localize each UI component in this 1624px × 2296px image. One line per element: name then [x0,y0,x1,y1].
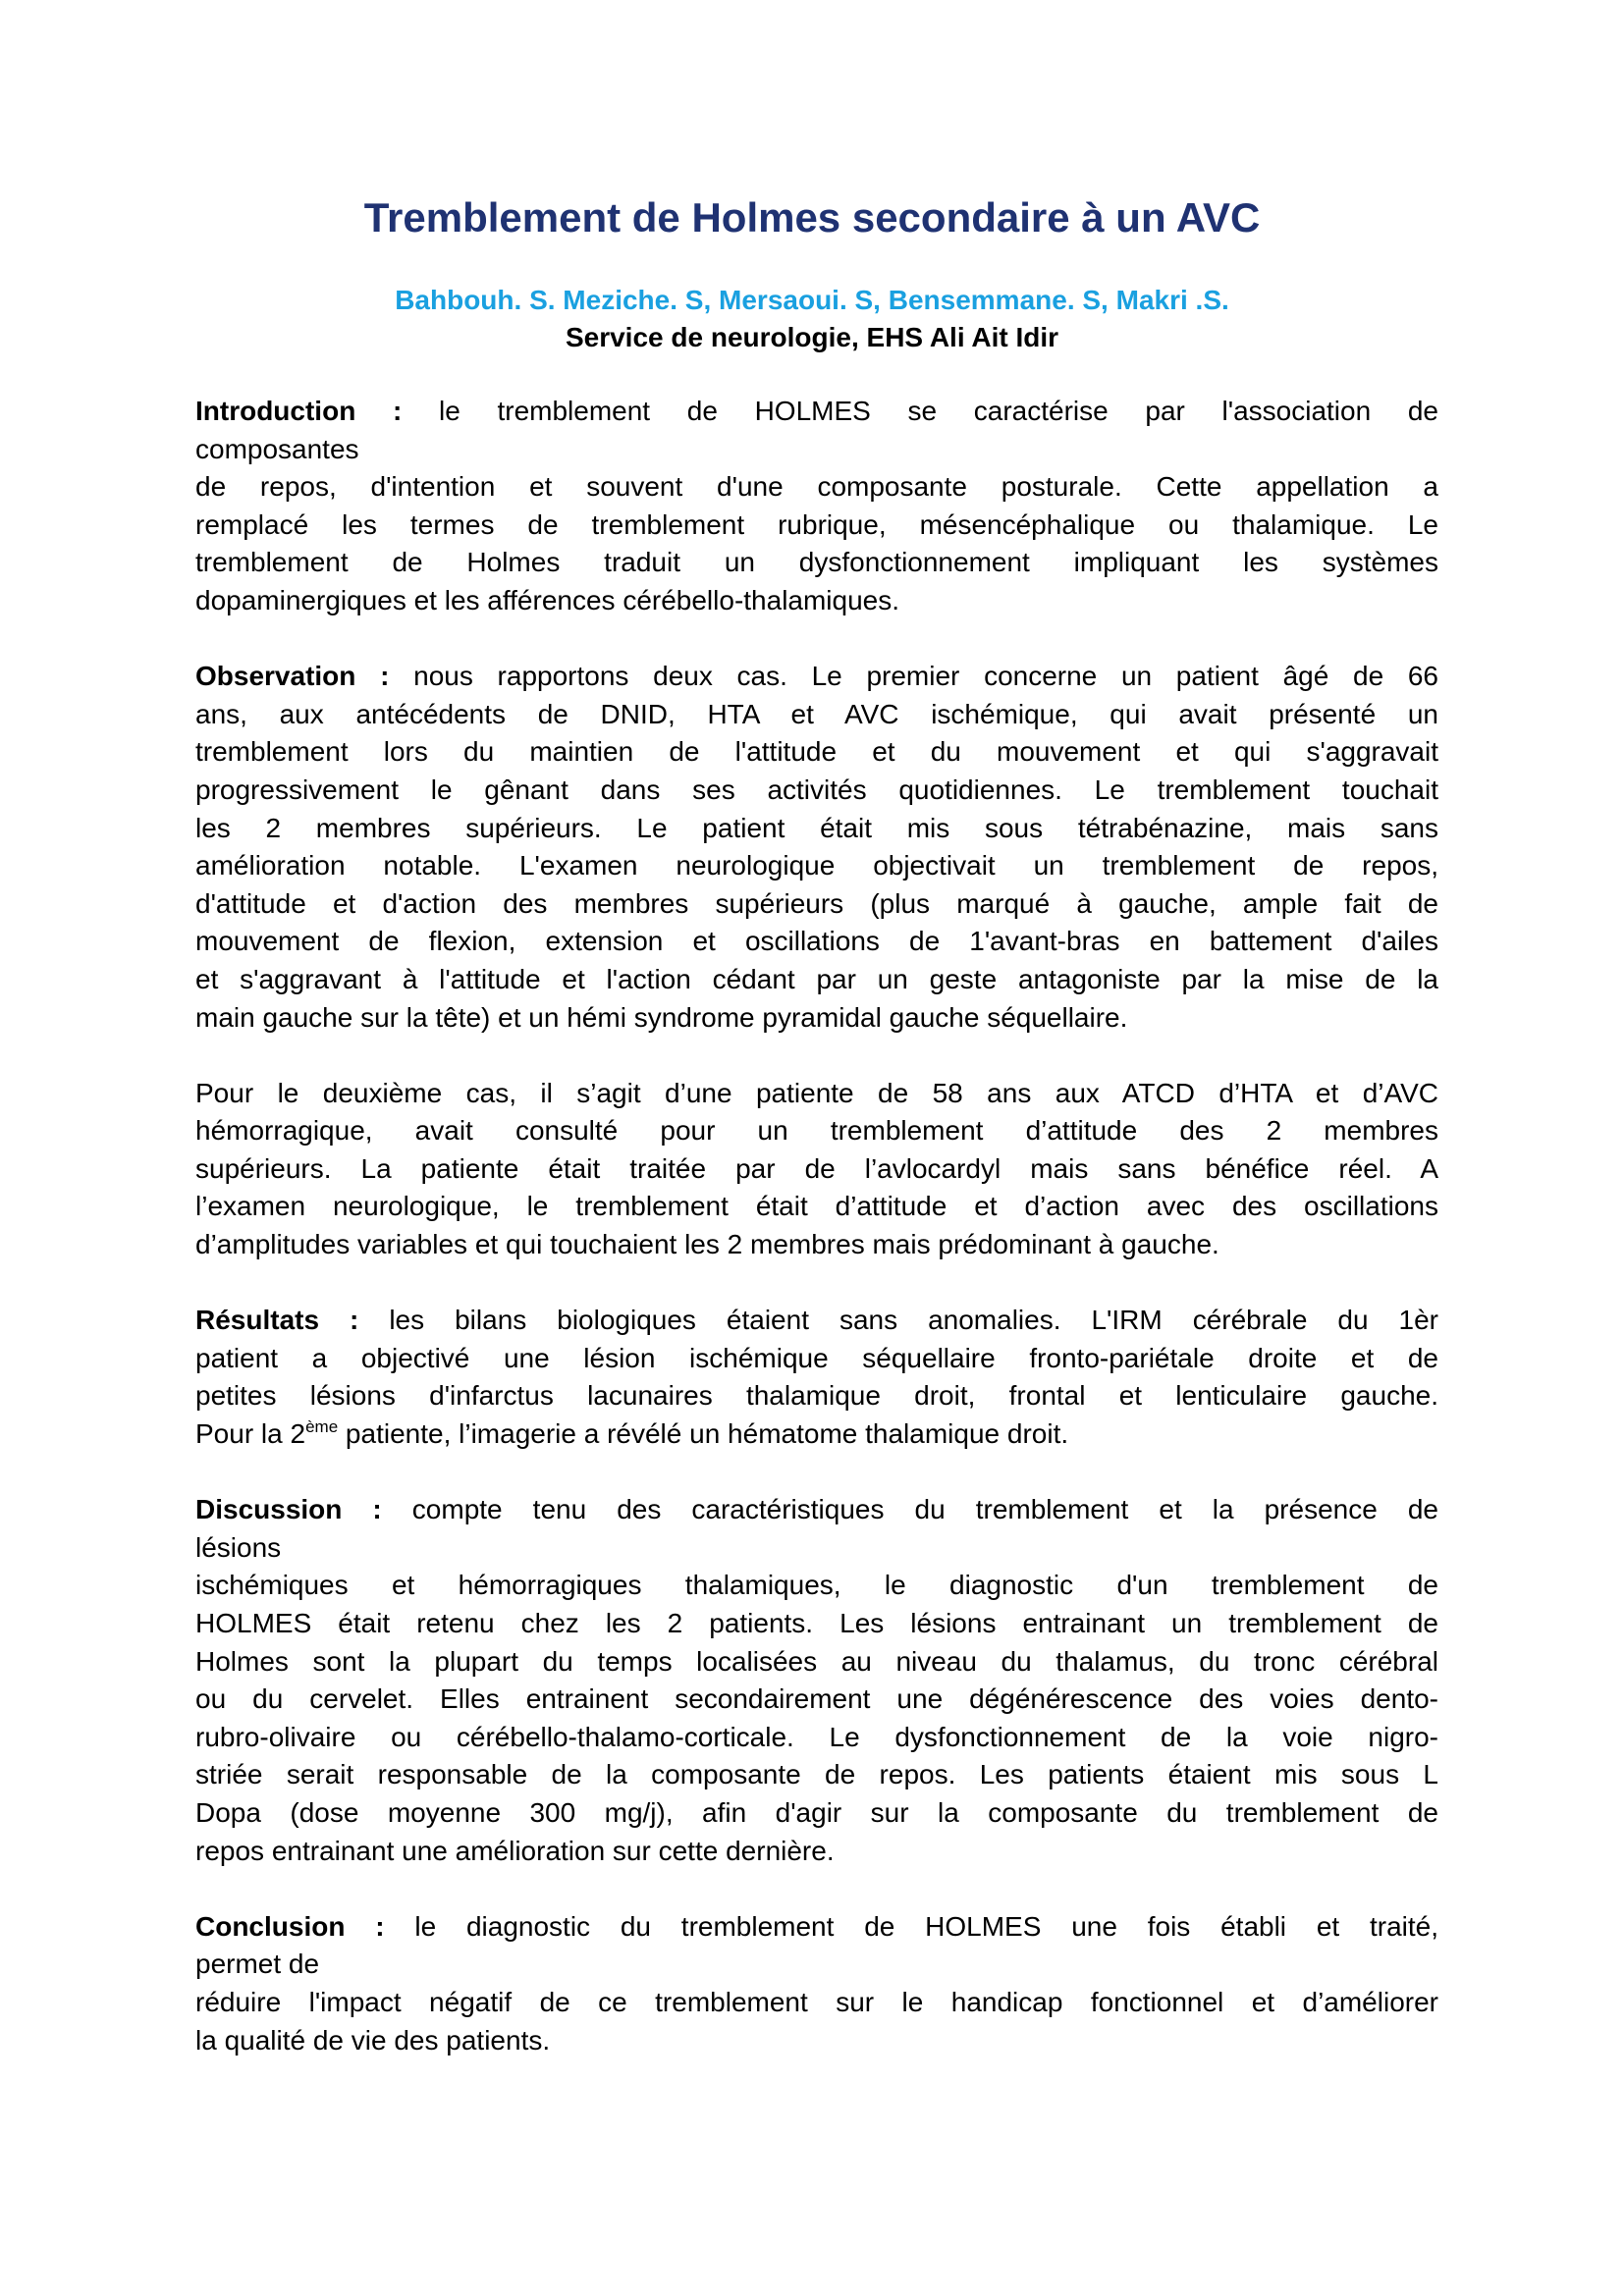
observation-paragraph [195,658,1438,1037]
text-line: mouvement de flexion, extension et oscillations de 1'avant-bras en battement d'ailes [195,926,1438,957]
text-line: HOLMES était retenu chez les 2 patients. Les lésions entrainant un tremblement de [195,1608,1438,1638]
text-line [195,658,1438,696]
discussion-paragraph [195,1491,1438,1870]
text-line: Holmes sont la plupart du temps localisées au niveau du thalamus, du tronc cérébral [195,1645,1438,1677]
text-line: ans, aux antécédents de DNID, HTA et AVC ischémique, qui avait présenté un [195,698,1438,729]
text-line: Pour le deuxième cas, il s’agit d’une patiente de 58 ans aux ATCD d’HTA et d’AVC [195,1077,1438,1108]
text-line: la qualité de vie des patients. [195,2024,551,2056]
conclusion-heading: Conclusion : [195,1910,385,1942]
text-line: tremblement de Holmes traduit un dysfonctionnement impliquant les systèmes [195,547,1438,578]
conclusion-paragraph [195,1908,1438,2059]
text-line: patient a objectivé une lésion ischémique séquellaire fronto-pariétale droite et de [195,1342,1438,1373]
results-heading: Résultats : [195,1305,359,1336]
text-span: Pour la 2 [195,1418,306,1450]
introduction-paragraph [195,393,1438,620]
text-line: d'attitude et d'action des membres supérieurs (plus marqué à gauche, ample fait de [195,887,1438,919]
text-line: de repos, d'intention et souvent d'une composante posturale. Cette appellation a [195,471,1438,503]
text-line: réduire l'impact négatif de ce tremblement sur le handicap fonctionnel et d’améliorer [195,1986,1438,2017]
text-span: le diagnostic du tremblement de HOLMES une fois établi et traité, [384,1910,1439,1942]
introduction-heading: Introduction : [195,396,403,426]
text-line: progressivement le gênant dans ses activités quotidiennes. Le tremblement touchait [195,774,1438,805]
text-line: amélioration notable. L'examen neurologique objectivait un tremblement de repos, [195,850,1438,881]
text-span: les bilans biologiques étaient sans anomalies. L'IRM cérébrale du 1èr [358,1305,1438,1336]
text-line [195,1908,1438,1947]
text-line: main gauche sur la tête) et un hémi syndrome pyramidal gauche séquellaire. [195,1001,1128,1033]
text-span: compte tenu des caractéristiques du tremblement et la présence de [381,1494,1438,1525]
results-paragraph [195,1302,1438,1453]
text-line [195,1302,1438,1340]
text-line: striée serait responsable de la composante de repos. Les patients étaient mis sous L [195,1759,1438,1790]
text-line: tremblement lors du maintien de l'attitude et du mouvement et qui s'aggravait [195,736,1438,768]
article-body [195,393,1438,2098]
superscript: ème [305,1417,339,1437]
text-line: les 2 membres supérieurs. Le patient était mis sous tétrabénazine, mais sans [195,812,1438,843]
text-line [195,393,1438,431]
text-line [195,1415,1438,1454]
text-line: l’examen neurologique, le tremblement était d’attitude et d’action avec des oscillations [195,1191,1438,1222]
text-line: dopaminergiques et les afférences cérébello-thalamiques. [195,584,900,615]
text-line: ischémiques et hémorragiques thalamiques, le diagnostic d'un tremblement de [195,1570,1438,1601]
discussion-heading: Discussion : [195,1494,382,1525]
text-line [195,1491,1438,1529]
text-line: rubro-olivaire ou cérébello-thalamo-corticale. Le dysfonctionnement de la voie nigro- [195,1721,1438,1752]
text-line: petites lésions d'infarctus lacunaires thalamique droit, frontal et lenticulaire gauche. [195,1380,1438,1412]
text-line: Dopa (dose moyenne 300 mg/j), afin d'agir sur la composante du tremblement de [195,1796,1438,1828]
text-line: d’amplitudes variables et qui touchaient les 2 membres mais prédominant à gauche. [195,1229,1219,1260]
text-span: patiente, l’imagerie a révélé un hématome thalamique droit. [338,1418,1069,1450]
text-span: nous rapportons deux cas. Le premier concerne un patient âgé de 66 [389,661,1438,692]
text-line: composantes [195,433,359,464]
text-line: permet de [195,1949,320,1980]
text-line: hémorragique, avait consulté pour un tremblement d’attitude des 2 membres [195,1115,1438,1147]
observation-heading: Observation : [195,661,390,692]
text-span: le tremblement de HOLMES se caractérise par l'association de [402,396,1438,426]
text-line: remplacé les termes de tremblement rubrique, mésencéphalique ou thalamique. Le [195,508,1438,540]
page-title: Tremblement de Holmes secondaire à un AVC [363,194,1261,240]
second-case-paragraph [195,1075,1438,1264]
author-list: Bahbouh. S. Meziche. S, Mersaoui. S, Bensemmane. S, Makri .S. [395,285,1229,315]
text-line: supérieurs. La patiente était traitée par de l’avlocardyl mais sans bénéfice réel. A [195,1152,1438,1184]
affiliation: Service de neurologie, EHS Ali Ait Idir [565,322,1059,352]
text-line: ou du cervelet. Elles entrainent secondairement une dégénérescence des voies dento- [195,1683,1438,1715]
text-line: et s'aggravant à l'attitude et l'action cédant par un geste antagoniste par la mise de la [195,963,1438,994]
text-line: repos entrainant une amélioration sur cette dernière. [195,1835,835,1866]
text-line: lésions [195,1531,282,1563]
